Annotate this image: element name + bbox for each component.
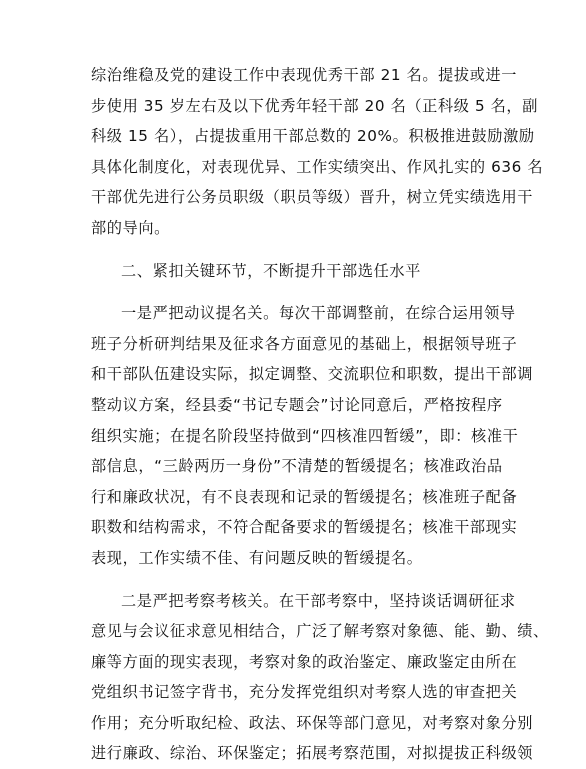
heading-line: 二、紧扣关键环节，不断提升干部选任水平 — [91, 256, 501, 287]
text-line: 整动议方案，经县委“书记专题会”讨论同意后，严格按程序 — [91, 390, 501, 421]
text-line: 一是严把动议提名关。每次干部调整前，在综合运用领导 — [91, 298, 501, 329]
spacer — [91, 574, 501, 586]
text-line: 进行廉政、综治、环保鉴定；拓展考察范围，对拟提拔正科级领 — [91, 738, 501, 769]
text-line: 和干部队伍建设实际，拟定调整、交流职位和职数，提出干部调 — [91, 359, 501, 390]
text-line: 步使用 35 岁左右及以下优秀年轻干部 20 名（正科级 5 名，副 — [91, 91, 501, 122]
text-line: 表现，工作实绩不佳、有问题反映的暂缓提名。 — [91, 543, 501, 574]
text-line: 组织实施；在提名阶段坚持做到“四核准四暂缓”，即：核准干 — [91, 421, 501, 452]
text-line: 职数和结构需求，不符合配备要求的暂缓提名；核准干部现实 — [91, 512, 501, 543]
text-line: 行和廉政状况，有不良表现和记录的暂缓提名；核准班子配备 — [91, 482, 501, 513]
text-line: 廉等方面的现实表现，考察对象的政治鉴定、廉政鉴定由所在 — [91, 647, 501, 678]
paragraph-3 — [91, 298, 501, 573]
text-line: 部信息，“三龄两历一身份”不清楚的暂缓提名；核准政治品 — [91, 451, 501, 482]
paragraph-4 — [91, 586, 501, 769]
text-line: 干部优先进行公务员职级（职员等级）晋升，树立凭实绩选用干 — [91, 182, 501, 213]
text-line: 意见与会议征求意见相结合，广泛了解考察对象德、能、勤、绩、 — [91, 616, 501, 647]
text-line: 具体化制度化，对表现优异、工作实绩突出、作风扎实的 636 名 — [91, 152, 501, 183]
text-line: 部的导向。 — [91, 213, 501, 244]
spacer — [91, 286, 501, 298]
text-line: 党组织书记签字背书，充分发挥党组织对考察人选的审查把关 — [91, 677, 501, 708]
spacer — [91, 244, 501, 256]
document-body — [91, 60, 501, 769]
paragraph-1 — [91, 60, 501, 244]
text-line: 综治维稳及党的建设工作中表现优秀干部 21 名。提拔或进一 — [91, 60, 501, 91]
text-line: 作用；充分听取纪检、政法、环保等部门意见，对考察对象分别 — [91, 708, 501, 739]
text-line: 二是严把考察考核关。在干部考察中，坚持谈话调研征求 — [91, 586, 501, 617]
text-line: 班子分析研判结果及征求各方面意见的基础上，根据领导班子 — [91, 329, 501, 360]
section-heading — [91, 256, 501, 287]
text-line: 科级 15 名），占提拔重用干部总数的 20%。积极推进鼓励激励 — [91, 121, 501, 152]
